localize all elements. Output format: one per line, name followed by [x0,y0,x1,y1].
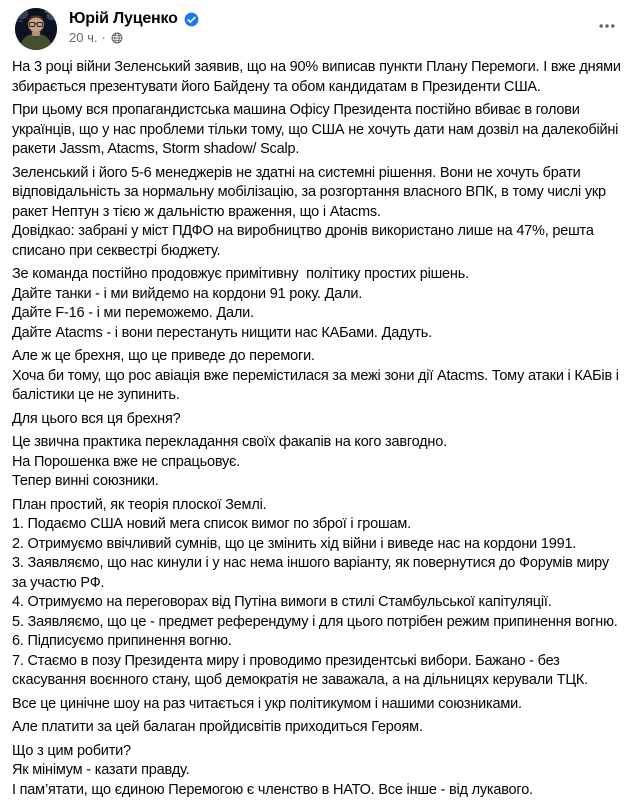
post-text-line: 7. Стаємо в позу Президента миру і проводимо президентські вибори. Бажано - без скасування воєнного стану, щоб демократія не заважала, а на дільницях керували ТЦК. [12,652,588,688]
post-text-line: Дайте Atacms - і вони перестануть нищити нас КАБами. Дадуть. [12,324,432,341]
post-paragraph [12,265,627,343]
post-text-line: 5. Заявляємо, що це - предмет референдуму і для цього потрібен режим припинення вогню. [12,613,618,630]
post-text-line: 3. Заявляємо, що нас кинули і у нас нема іншого варіанту, як повернутися до Форумів миру за участю РФ. [12,555,613,591]
post-text-line: 1. Подаємо США новий мега список вимог по зброї і грошам. [12,516,411,532]
author-row [69,10,199,28]
globe-icon [111,32,123,44]
post-paragraph [12,742,627,801]
post-text-line: Як мінімум - казати правду. [12,762,190,778]
post-meta [69,30,199,45]
avatar[interactable] [15,8,57,50]
post-text-line: Все це цинічне шоу на раз читається і укр політикумом і нашими союзниками. [12,695,522,712]
post-text-line: 6. Підписуємо припинення вогню. [12,633,232,649]
post-header [0,0,639,52]
post-text-line: І пам’ятати, що єдиною Перемогою є членство в НАТО. Все інше - від лукавого. [12,781,533,798]
post-text-line: Довідкао: забрані у міст ПДФО на виробництво дронів використано лише на 47%, решта списано при секвестрі бюджету. [12,223,598,259]
post-text-line: На 3 році війни Зеленський заявив, що на 90% виписав пункти Плану Перемоги. І вже днями збирається презентувати його Байдену та обом кандидатам в Президенти США. [12,59,625,95]
post-paragraph [12,164,627,262]
post-text-line: На Порошенка вже не спрацьовує. [12,453,241,470]
post-text-line: Тепер винні союзники. [12,473,159,489]
post-paragraph [12,58,627,97]
more-options-button[interactable] [591,14,623,38]
post-text-line: Для цього вся ця брехня? [12,410,181,427]
post-paragraph [12,496,627,691]
post-text-line: 4. Отримуємо на переговорах від Путіна вимоги в стилі Стамбульської капітуляції. [12,594,552,610]
post-text-line: Це звична практика перекладання своїх факапів на кого завгодно. [12,434,447,450]
verified-badge-icon [184,12,199,27]
post-text-line: 2. Отримуємо ввічливий сумнів, що це змінить хід війни і виведе нас на кордони 1991. [12,535,577,552]
post-paragraph [12,410,627,430]
post-text-line: Але платити за цей балаган пройдисвітів приходиться Героям. [12,719,423,735]
post-paragraph [12,433,627,492]
author-name[interactable]: Юрій Луценко [69,10,178,27]
post-text-line: Що з цим робити? [12,742,131,759]
post-timestamp[interactable]: 20 ч. [69,30,98,45]
avatar-image [15,8,57,50]
post-text-line: При цьому вся пропагандистська машина Офісу Президента постійно вбиває в голови українців, що у нас проблеми тільки тому, що США не хочуть дати нам дозвіл на далекобійні ракети Jassm, Atacms, Storm shadow/ Scalp. [12,102,623,157]
more-options-icon [597,16,617,36]
post-header-info [69,8,199,45]
post-text-line: План простий, як теорія плоскої Землі. [12,496,267,513]
post-paragraph [12,101,627,160]
post-paragraph [12,347,627,406]
post-text-line: Але ж це брехня, що це приведе до перемоги. [12,348,315,364]
post-body [0,52,639,800]
post-text-line: Дайте F-16 - і ми переможемо. Дали. [12,305,254,321]
post-paragraph [12,695,627,715]
post-text-line: Дайте танки - і ми вийдемо на кордони 91 року. Дали. [12,285,363,302]
meta-separator: · [101,30,106,45]
post-text-line: Зеленський і його 5-6 менеджерів не здатні на системні рішення. Вони не хочуть брати відповідальність за нормальну мобілізацію, за розгортання власного ВПК, в тому числі укр ракет Нептун з тією ж дальністю враження, що і Atacms. [12,164,610,220]
post-text-line: Зе команда постійно продовжує примітивну політику простих рішень. [12,266,469,282]
post-paragraph [12,718,627,738]
post-text-line: Хоча би тому, що рос авіація вже перемістилася за межі зони дії Atacms. Тому атаки і КАБів і балістики це не зупинить. [12,367,623,403]
